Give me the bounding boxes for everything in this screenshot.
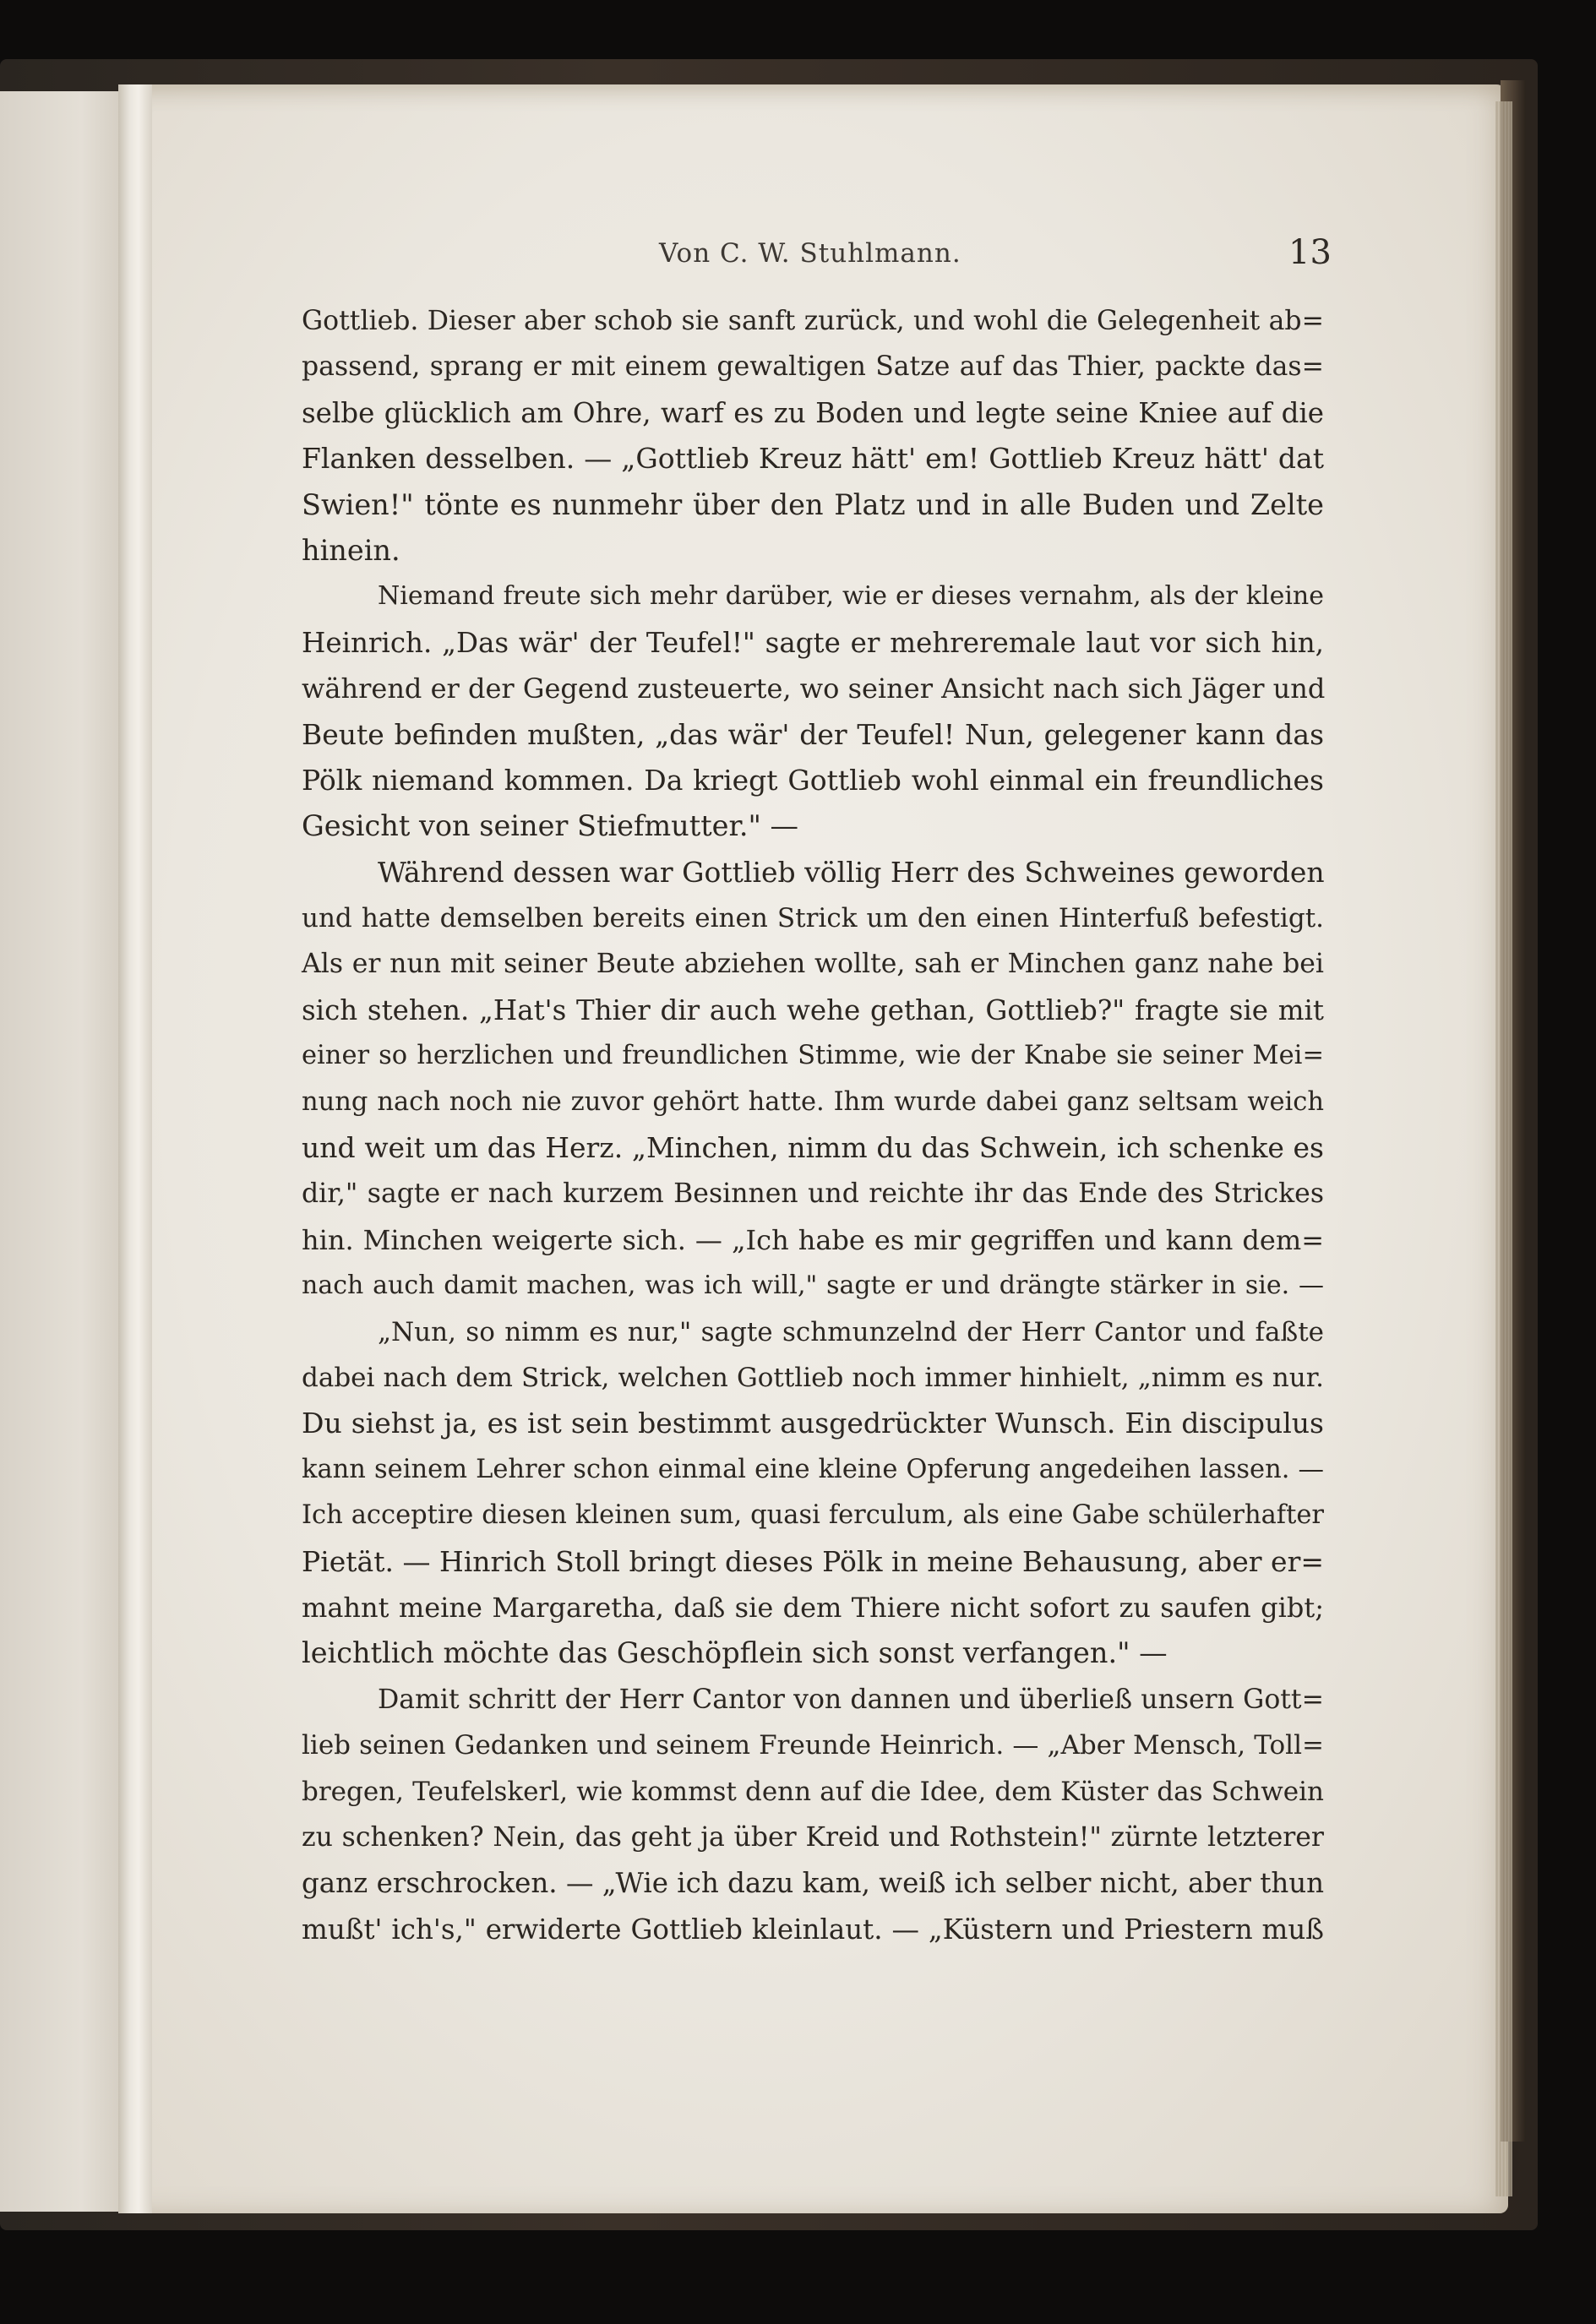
text-line: Du siehst ja, es ist sein bestimmt ausgedrückter Wunsch. Ein discipulus [302, 1407, 1324, 1440]
text-line: einer so herzlichen und freundlichen Stimme, wie der Knabe sie seiner Mei= [302, 1041, 1324, 1071]
text-line: kann seinem Lehrer schon einmal eine kleine Opferung angedeihen lassen. — [302, 1454, 1324, 1484]
body-text [302, 298, 1324, 1952]
text-line: während er der Gegend zusteuerte, wo seiner Ansicht nach sich Jäger und [302, 672, 1326, 705]
text-line: dir," sagte er nach kurzem Besinnen und reichte ihr das Ende des Strickes [302, 1178, 1324, 1210]
text-line: Gesicht von seiner Stiefmutter." — [302, 809, 799, 843]
text-line: „Nun, so nimm es nur," sagte schmunzelnd der Herr Cantor und faßte [378, 1316, 1324, 1347]
book-gutter [118, 84, 152, 2213]
text-line: lieb seinen Gedanken und seinem Freunde Heinrich. — „Aber Mensch, Toll= [302, 1730, 1324, 1761]
text-line: ganz erschrocken. — „Wie ich dazu kam, weiß ich selber nicht, aber thun [302, 1867, 1325, 1900]
text-line: leichtlich möchte das Geschöpflein sich sonst verfangen." — [302, 1636, 1168, 1670]
text-line: nung nach noch nie zuvor gehört hatte. Ihm wurde dabei ganz seltsam weich [302, 1086, 1324, 1117]
text-line: Niemand freute sich mehr darüber, wie er dieses vernahm, als der kleine [378, 581, 1324, 612]
page-number: 13 [1288, 233, 1332, 272]
text-line: Flanken desselben. — „Gottlieb Kreuz hätt' em! Gottlieb Kreuz hätt' dat [302, 442, 1324, 476]
text-line: und weit um das Herz. „Minchen, nimm du das Schwein, ich schenke es [302, 1131, 1324, 1165]
text-line: passend, sprang er mit einem gewaltigen Satze auf das Thier, packte das= [302, 351, 1324, 383]
text-line: sich stehen. „Hat's Thier dir auch wehe gethan, Gottlieb?" fragte sie mit [302, 993, 1324, 1026]
text-line: selbe glücklich am Ohre, warf es zu Boden und legte seine Kniee auf die [302, 396, 1324, 429]
text-line: mußt' ich's," erwiderte Gottlieb kleinlaut. — „Küstern und Priestern muß [302, 1913, 1324, 1946]
text-line: bregen, Teufelskerl, wie kommst denn auf die Idee, dem Küster das Schwein [302, 1776, 1324, 1807]
text-line: und hatte demselben bereits einen Strick um den einen Hinterfuß befestigt. [302, 903, 1324, 934]
text-line: Heinrich. „Das wär' der Teufel!" sagte er mehreremale laut vor sich hin, [302, 626, 1324, 659]
text-line: Als er nun mit seiner Beute abziehen wollte, sah er Minchen ganz nahe bei [302, 949, 1324, 980]
page-edges [1495, 101, 1512, 2196]
text-line: Pölk niemand kommen. Da kriegt Gottlieb wohl einmal ein freundliches [302, 763, 1324, 797]
text-line: Damit schritt der Herr Cantor von dannen und überließ unsern Gott= [378, 1684, 1324, 1715]
text-line: mahnt meine Margaretha, daß sie dem Thiere nicht sofort zu saufen gibt; [302, 1591, 1324, 1624]
text-line: Während dessen war Gottlieb völlig Herr des Schweines geworden [378, 855, 1325, 889]
text-line: hin. Minchen weigerte sich. — „Ich habe es mir gegriffen und kann dem= [302, 1223, 1324, 1256]
text-line: dabei nach dem Strick, welchen Gottlieb noch immer hinhielt, „nimm es nur. [302, 1362, 1324, 1393]
left-page [0, 91, 135, 2212]
text-line: nach auch damit machen, was ich will," sagte er und drängte stärker in sie. — [302, 1271, 1324, 1301]
text-line: hinein. [302, 533, 400, 567]
text-line: Gottlieb. Dieser aber schob sie sanft zurück, und wohl die Gelegenheit ab= [302, 306, 1324, 336]
text-line: Beute befinden mußten, „das wär' der Teufel! Nun, gelegener kann das [302, 717, 1324, 751]
running-head: Von C. W. Stuhlmann. [659, 238, 961, 269]
text-line: zu schenken? Nein, das geht ja über Kreid und Rothstein!" zürnte letzterer [302, 1821, 1324, 1853]
text-line: Ich acceptire diesen kleinen sum, quasi ferculum, als eine Gabe schülerhafter [302, 1500, 1324, 1531]
text-line: Swien!" tönte es nunmehr über den Platz und in alle Buden und Zelte [302, 487, 1324, 521]
text-line: Pietät. — Hinrich Stoll bringt dieses Pölk in meine Behausung, aber er= [302, 1544, 1324, 1578]
